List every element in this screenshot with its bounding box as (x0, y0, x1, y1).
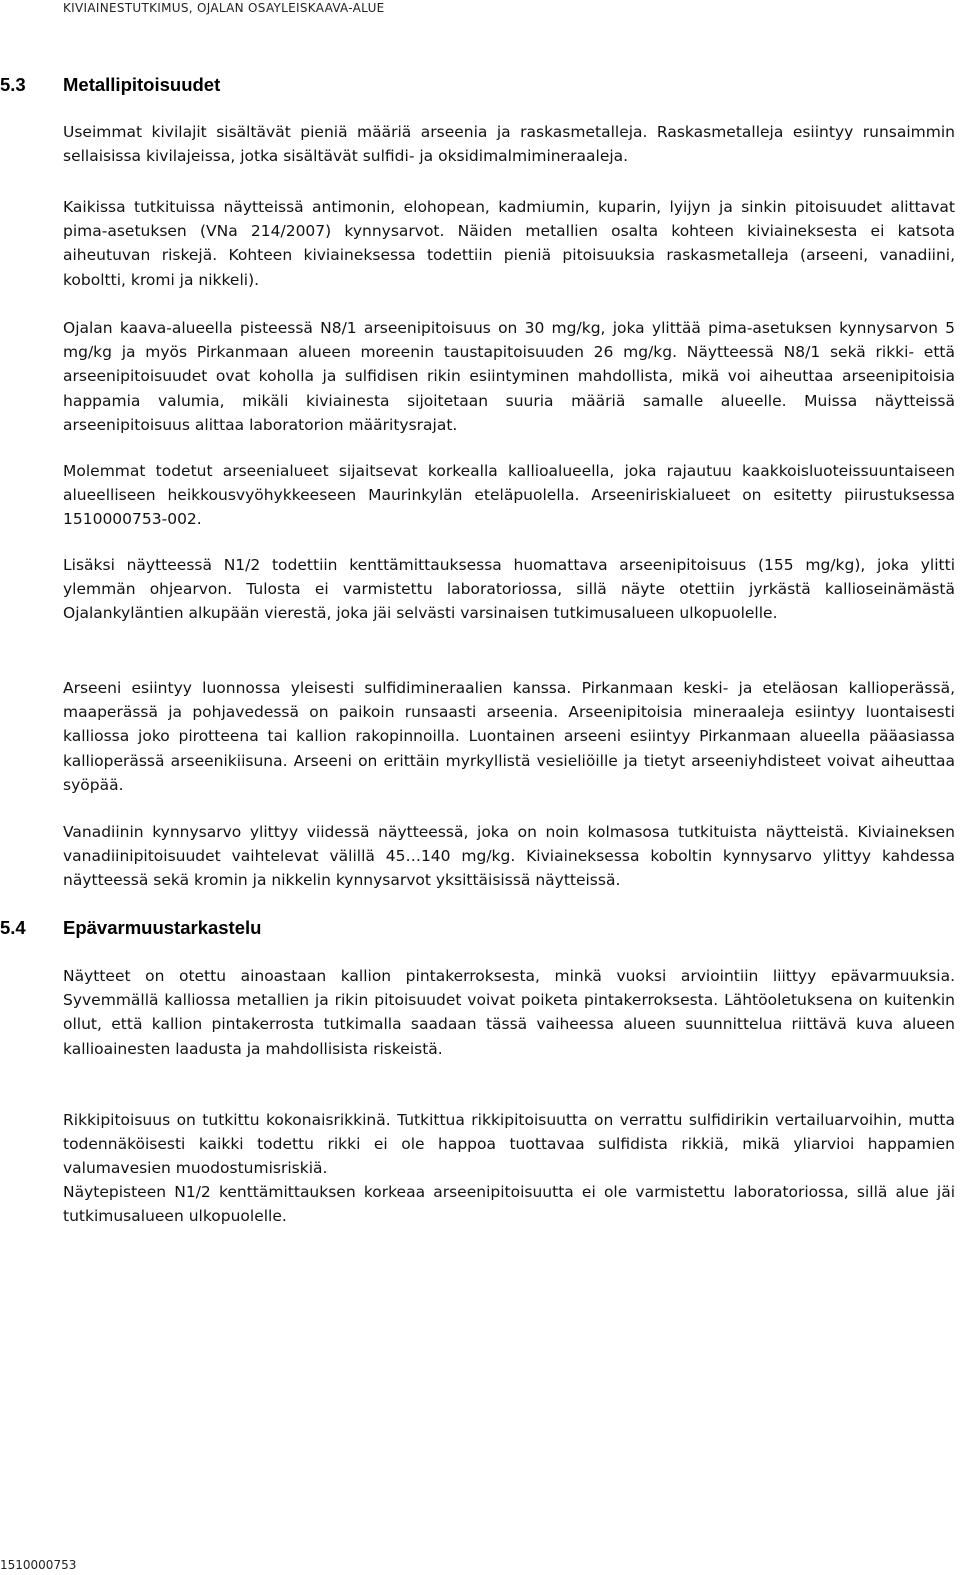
section-title: Epävarmuustarkastelu (63, 917, 262, 938)
paragraph: Useimmat kivilajit sisältävät pieniä määriä arseenia ja raskasmetalleja. Raskasmetalleja esiintyy runsaimmin sellaisissa kivilajeissa, jotka sisältävät sulfidi- ja oksidimalmimineraaleja. (63, 123, 955, 166)
section-heading-5-4 (0, 916, 900, 940)
paragraph: Lisäksi näytteessä N1/2 todettiin kenttämittauksessa huomattava arseenipitoisuus (155 mg/kg), joka ylitti ylemmän ohjearvon. Tulosta ei varmistettu laboratoriossa, sillä näyte otettiin jyrkästä kallioseinämästä Ojalankyläntien alkupään vierestä, joka jäi selvästi varsinaisen tutkimusalueen ulkopuolelle. (63, 556, 955, 623)
paragraph: Vanadiinin kynnysarvo ylittyy viidessä näytteessä, joka on noin kolmasosa tutkituista näytteistä. Kiviaineksen vanadiinipitoisuudet vaihtelevat välillä 45…140 mg/kg. Kiviaineksessa koboltin kynnysarvo ylittyy kahdessa näytteessä sekä kromin ja nikkelin kynnysarvot yksittäisissä näytteissä. (63, 823, 955, 890)
section-heading-5-3 (0, 73, 900, 97)
paragraph: Näytteet on otettu ainoastaan kallion pintakerroksesta, minkä vuoksi arviointiin liittyy epävarmuuksia. Syvemmällä kalliossa metallien ja rikin pitoisuudet voivat poiketa pintakerroksesta. Lähtöoletuksena on kuitenkin ollut, että kallion pintakerrosta tutkimalla saadaan tässä vaiheessa alueen suunnittelua riittävä kuva alueen kallioainesten laadusta ja mahdollisista riskeistä. (63, 967, 955, 1058)
running-header: KIVIAINESTUTKIMUS, OJALAN OSAYLEISKAAVA-ALUE (63, 1, 385, 15)
paragraph: Näytepisteen N1/2 kenttämittauksen korkeaa arseenipitoisuutta ei ole varmistettu laboratoriossa, sillä alue jäi tutkimusalueen ulkopuolelle. (63, 1183, 955, 1226)
paragraph: Kaikissa tutkituissa näytteissä antimonin, elohopean, kadmiumin, kuparin, lyijyn ja sinkin pitoisuudet alittavat pima-asetuksen (VNa 214/2007) kynnysarvot. Näiden metallien osalta kohteen kiviaineksesta ei katsota aiheutuvan riskejä. Kohteen kiviaineksessa todettiin pieniä pitoisuuksia raskasmetalleja (arseeni, vanadiini, koboltti, kromi ja nikkeli). (63, 198, 955, 289)
paragraph: Arseeni esiintyy luonnossa yleisesti sulfidimineraalien kanssa. Pirkanmaan keski- ja eteläosan kallioperässä, maaperässä ja pohjavedessä on paikoin runsaasti arseenia. Arseenipitoisia mineraaleja esiintyy luontaisesti kalliossa joko pirotteena tai kallion rakopinnoilla. Luontainen arseeni esiintyy Pirkanmaan alueella pääasiassa kallioperässä arseenikiisuna. Arseeni on erittäin myrkyllistä vesieliöille ja tietyt arseeniyhdisteet voivat aiheuttaa syöpää. (63, 679, 955, 794)
section-number: 5.4 (0, 917, 26, 938)
paragraph: Ojalan kaava-alueella pisteessä N8/1 arseenipitoisuus on 30 mg/kg, joka ylittää pima-asetuksen kynnysarvon 5 mg/kg ja myös Pirkanmaan alueen moreenin taustapitoisuuden 26 mg/kg. Näytteessä N8/1 sekä rikki- että arseenipitoisuudet ovat koholla ja sulfidisen rikin esiintyminen mahdollista, mikä voi aiheuttaa arseenipitoisia happamia valumia, mikäli kiviainesta sijoitetaan suuria määriä samalle alueelle. Muissa näytteissä arseenipitoisuus alittaa laboratorion määritysrajat. (63, 319, 955, 434)
paragraph: Rikkipitoisuus on tutkittu kokonaisrikkinä. Tutkittua rikkipitoisuutta on verrattu sulfidirikin vertailuarvoihin, mutta todennäköisesti kaikki todettu rikki ei ole happoa tuottavaa sulfidista rikkiä, mikä yliarvioi happamien valumavesien muodostumisriskiä. (63, 1111, 955, 1178)
section-title: Metallipitoisuudet (63, 74, 221, 95)
footer-project-code: 1510000753 (0, 1558, 77, 1572)
paragraph: Molemmat todetut arseenialueet sijaitsevat korkealla kallioalueella, joka rajautuu kaakkoisluoteissuuntaiseen alueelliseen heikkousvyöhykkeeseen Maurinkylän eteläpuolella. Arseeniriskialueet on esitetty piirustuksessa 1510000753-002. (63, 462, 955, 529)
section-number: 5.3 (0, 74, 26, 95)
